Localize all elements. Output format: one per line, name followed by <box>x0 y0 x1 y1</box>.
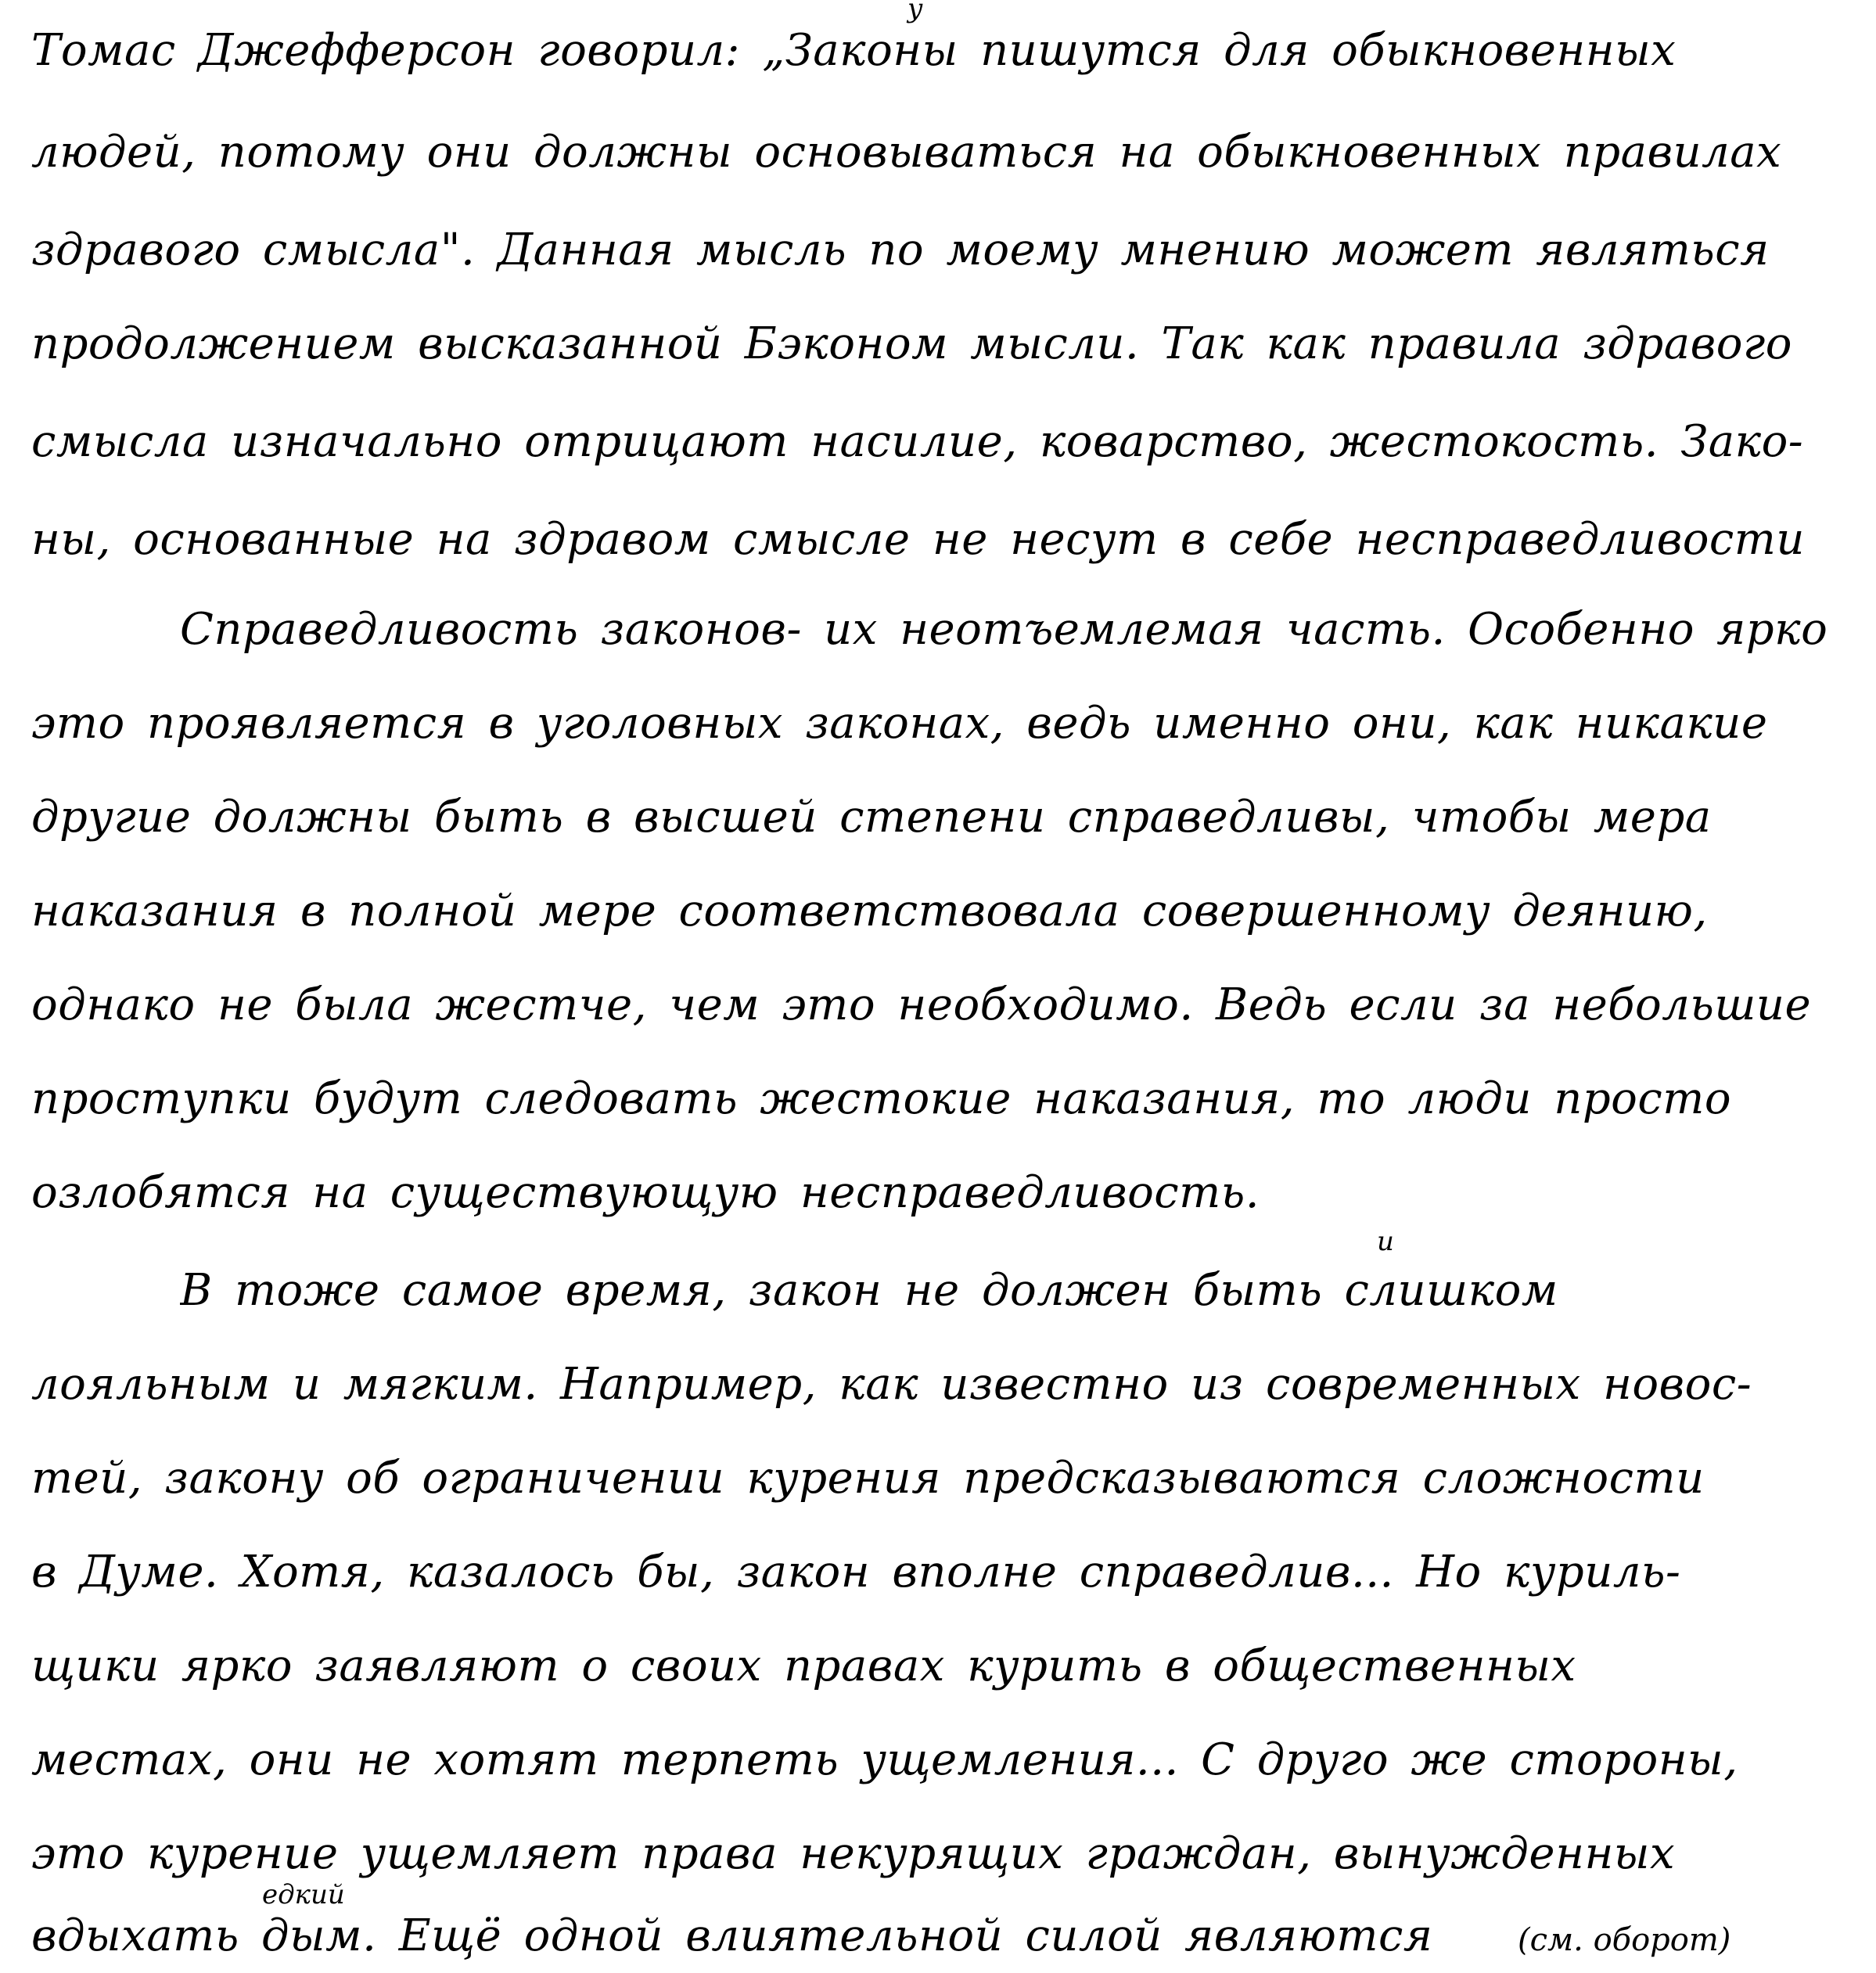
text-line-18: щики ярко заявляют о своих правах курить в общественных <box>31 1641 1576 1691</box>
top-edge-mark: у <box>907 0 923 24</box>
text-line-21: вдыхать дым. Ещё одной влиятельной силой являются <box>31 1910 1433 1961</box>
text-line-11: однако не была жестче, чем это необходимо. Ведь если за небольшие <box>31 979 1812 1030</box>
text-line-9: другие должны быть в высшей степени справедливы, чтобы мера <box>31 792 1712 843</box>
text-line-2: людей, потому они должны основываться на обыкновенных правилах <box>31 127 1782 178</box>
text-line-10: наказания в полной мере соответствовала совершенному деянию, <box>31 886 1708 936</box>
text-line-7: Справедливость законов- их неотъемлемая часть. Особенно ярко <box>180 604 1828 655</box>
text-line-20: это курение ущемляет права некурящих граждан, вынужденных <box>31 1828 1676 1879</box>
see-reverse-note: (см. оборот) <box>1518 1922 1731 1958</box>
text-line-19: местах, они не хотят терпеть ущемления... С друго же стороны, <box>31 1734 1738 1785</box>
text-line-13: озлобятся на существующую несправедливость. <box>31 1167 1260 1218</box>
text-line-17: в Думе. Хотя, казалось бы, закон вполне справедлив... Но куриль- <box>31 1547 1681 1597</box>
text-line-1: Томас Джефферсон говорил: „Законы пишутся для обыкновенных <box>31 25 1677 76</box>
text-line-3: здравого смысла". Данная мысль по моему мнению может являться <box>31 225 1770 275</box>
text-line-15: лояльным и мягким. Например, как известно из современных новос- <box>31 1359 1752 1410</box>
text-line-12: проступки будут следовать жестокие наказания, то люди просто <box>31 1073 1732 1124</box>
insertion-mark-i: и <box>1377 1226 1394 1257</box>
text-line-8: это проявляется в уголовных законах, ведь именно они, как никакие <box>31 698 1768 749</box>
text-line-5: смысла изначально отрицают насилие, коварство, жестокость. Зако- <box>31 416 1804 467</box>
text-line-16: тей, закону об ограничении курения предсказываются сложности <box>31 1453 1705 1504</box>
text-line-4: продолжением высказанной Бэконом мысли. Так как правила здравого <box>31 318 1792 369</box>
text-line-14: В тоже самое время, закон не должен быть слишком <box>180 1265 1558 1316</box>
insertion-mark-edkiy: едкий <box>262 1879 345 1910</box>
text-line-6: ны, основанные на здравом смысле не несут в себе несправедливости <box>31 514 1805 565</box>
